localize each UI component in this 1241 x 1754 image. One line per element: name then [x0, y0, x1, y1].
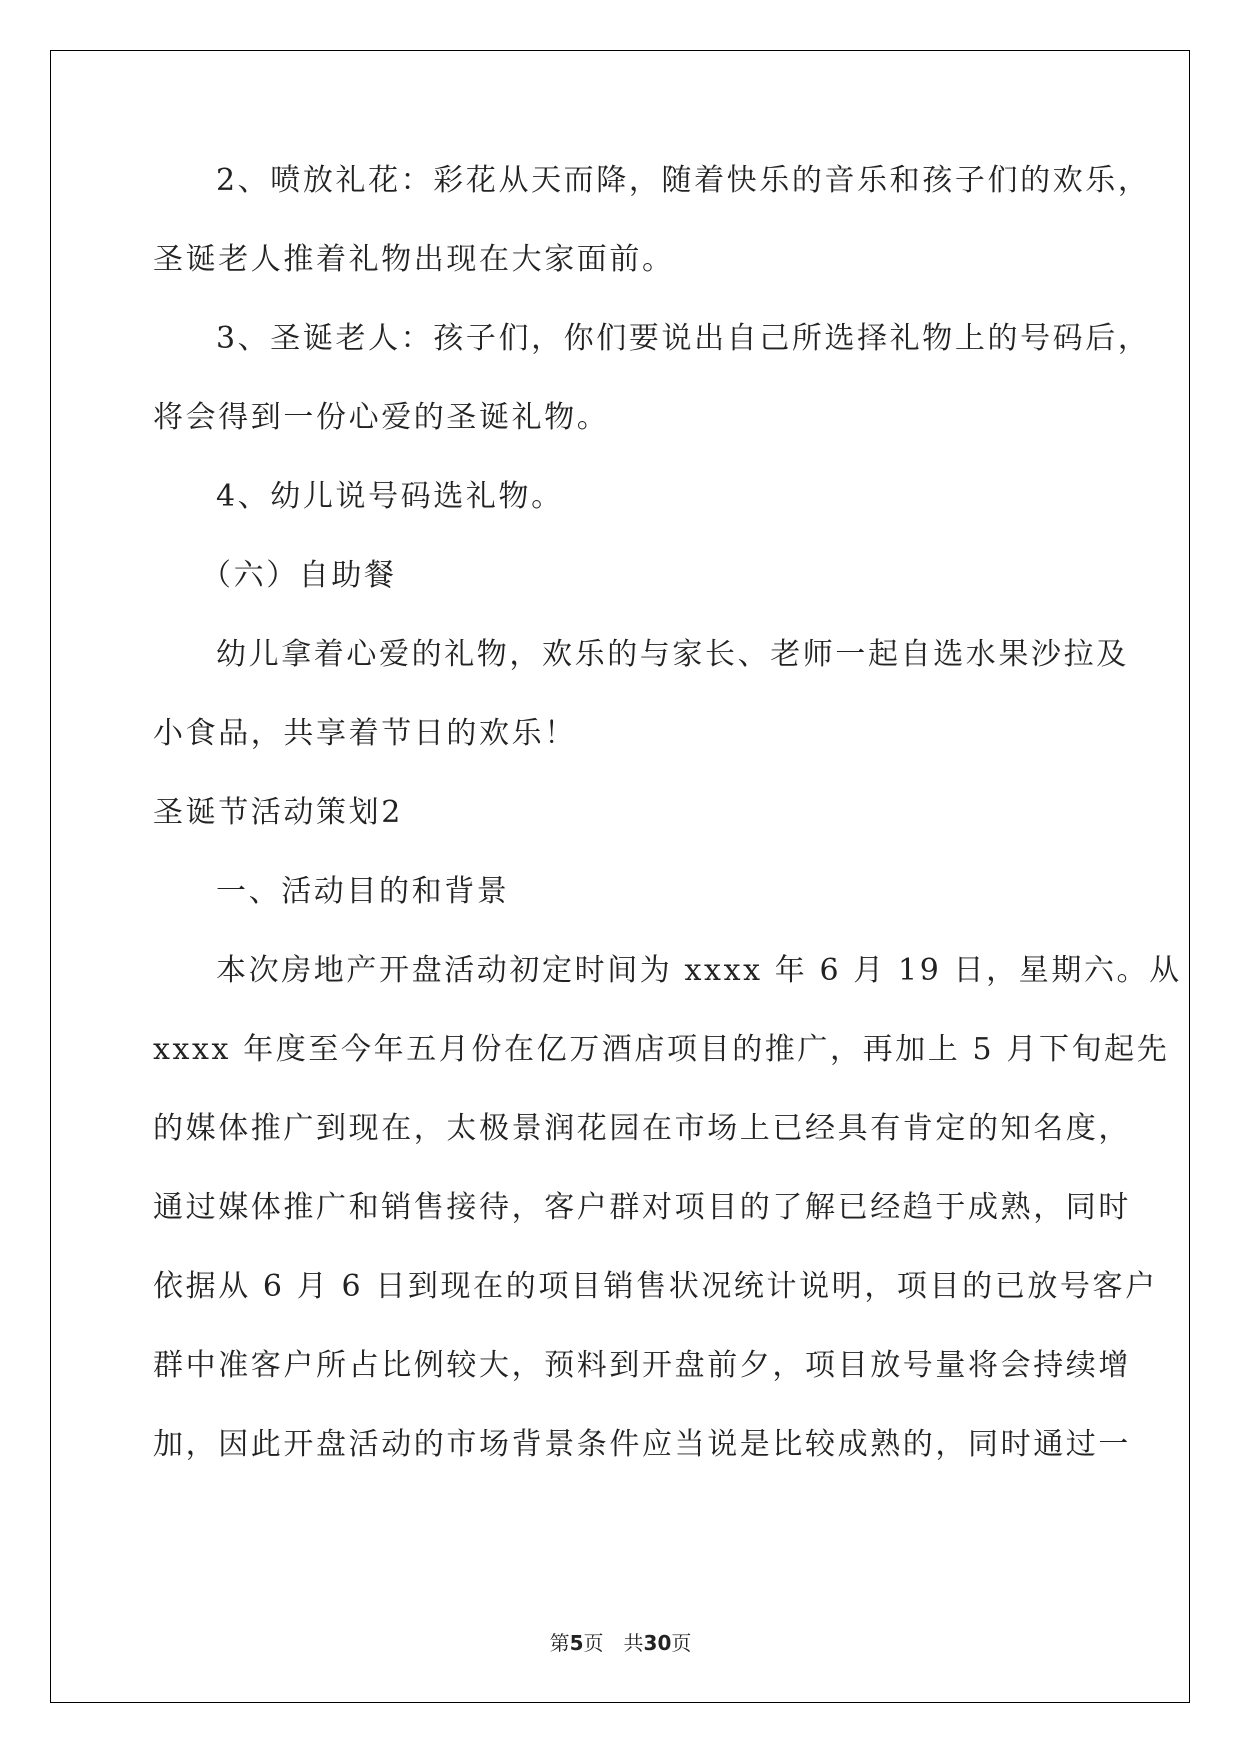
paragraph-line: 4、幼儿说号码选礼物。	[216, 479, 564, 514]
paragraph-line: xxxx 年度至今年五月份在亿万酒店项目的推广，再加上 5 月下旬起先	[153, 1032, 1170, 1067]
paragraph-line: 的媒体推广到现在，太极景润花园在市场上已经具有肯定的知名度，	[153, 1111, 1131, 1146]
document-title: 圣诞节活动策划2	[153, 795, 403, 830]
current-page-number: 5	[569, 1631, 584, 1655]
paragraph-line: 3、圣诞老人：孩子们，你们要说出自己所选择礼物上的号码后，	[216, 321, 1151, 356]
paragraph-line: 群中准客户所占比例较大，预料到开盘前夕，项目放号量将会持续增	[153, 1348, 1131, 1383]
paragraph-line: 本次房地产开盘活动初定时间为 xxxx 年 6 月 19 日，星期六。从	[216, 953, 1182, 988]
paragraph-line: 通过媒体推广和销售接待，客户群对项目的了解已经趋于成熟，同时	[153, 1190, 1131, 1225]
section-heading: 一、活动目的和背景	[216, 874, 510, 909]
paragraph-line: 2、喷放礼花：彩花从天而降，随着快乐的音乐和孩子们的欢乐，	[216, 163, 1151, 198]
section-heading: （六）自助餐	[201, 558, 397, 593]
paragraph-line: 将会得到一份心爱的圣诞礼物。	[153, 400, 610, 435]
footer-total-suffix: 页	[671, 1631, 692, 1655]
page-footer	[0, 1627, 1241, 1656]
paragraph-line: 依据从 6 月 6 日到现在的项目销售状况统计说明，项目的已放号客户	[153, 1269, 1158, 1304]
document-body	[153, 163, 1182, 1506]
footer-page-suffix: 页 共	[583, 1631, 644, 1655]
paragraph-line: 圣诞老人推着礼物出现在大家面前。	[153, 242, 675, 277]
footer-prefix: 第	[549, 1631, 570, 1655]
total-page-count: 30	[643, 1631, 672, 1655]
paragraph-line: 加，因此开盘活动的市场背景条件应当说是比较成熟的，同时通过一	[153, 1427, 1131, 1462]
paragraph-line: 幼儿拿着心爱的礼物，欢乐的与家长、老师一起自选水果沙拉及	[216, 637, 1129, 672]
paragraph-line: 小食品，共享着节日的欢乐！	[153, 716, 577, 751]
